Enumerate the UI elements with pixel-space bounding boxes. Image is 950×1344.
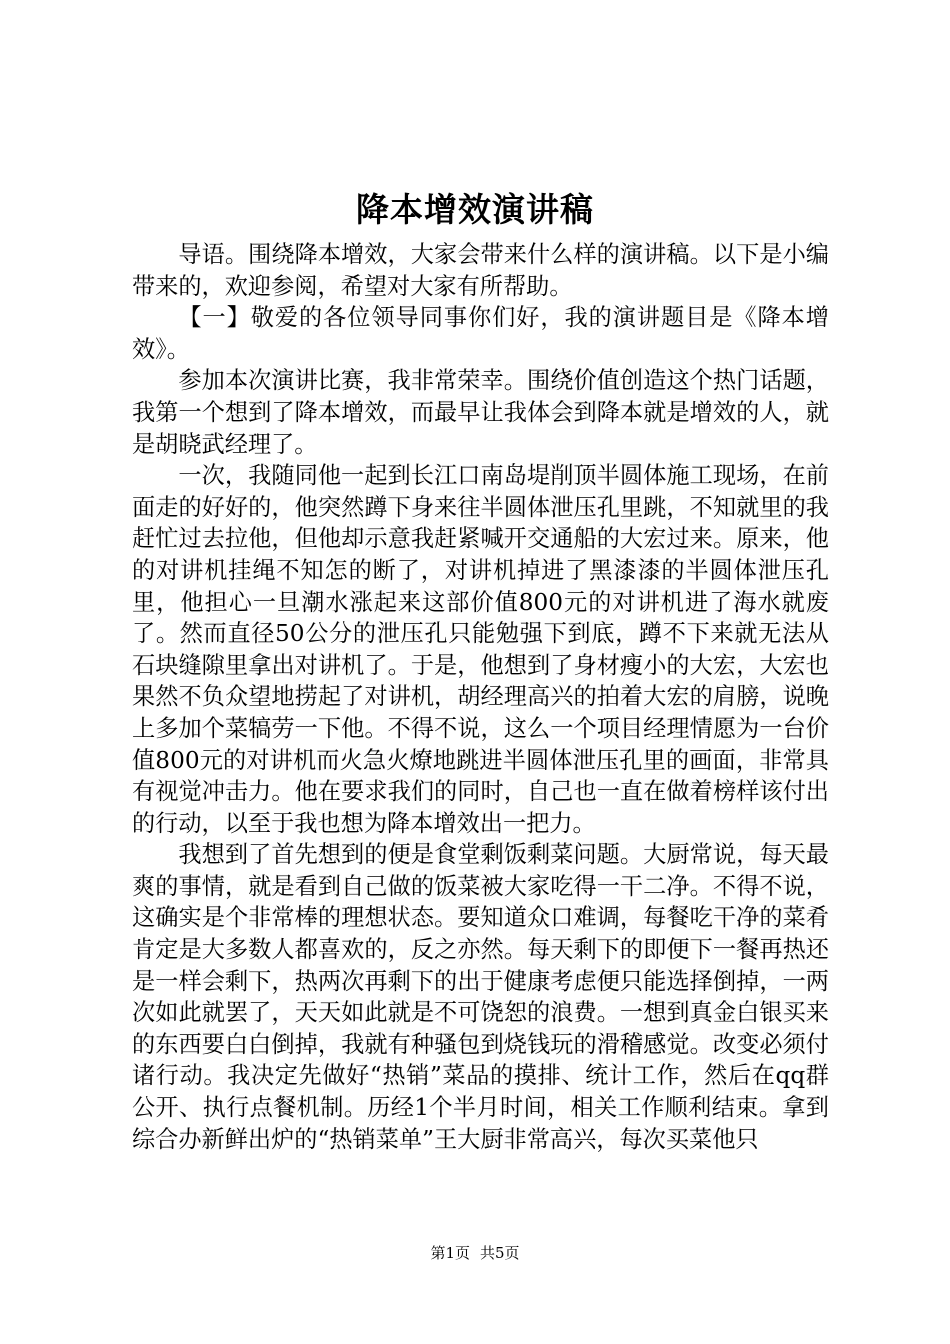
page-footer <box>0 1242 950 1264</box>
paragraph-greeting: 【一】敬爱的各位领导同事你们好，我的演讲题目是《降本增效》。 <box>132 304 829 363</box>
paragraph-opening: 参加本次演讲比赛，我非常荣幸。围绕价值创造这个热门话题，我第一个想到了降本增效，而最早让我体会到降本就是增效的人，就是胡晓武经理了。 <box>132 367 829 458</box>
document-body <box>132 239 829 1155</box>
document-title: 降本增效演讲稿 <box>356 190 594 229</box>
paragraph-intro: 导语。围绕降本增效，大家会带来什么样的演讲稿。以下是小编带来的，欢迎参阅，希望对大家有所帮助。 <box>132 241 829 300</box>
page-total: 共5页 <box>480 1244 520 1262</box>
page-number: 第1页 <box>430 1244 470 1262</box>
paragraph-canteen: 我想到了首先想到的便是食堂剩饭剩菜问题。大厨常说，每天最爽的事情，就是看到自己做的饭菜被大家吃得一干二净。不得不说，这确实是个非常棒的理想状态。要知道众口难调，每餐吃干净的菜肴肯定是大多数人都喜欢的，反之亦然。每天剩下的即便下一餐再热还是一样会剩下，热两次再剩下的出于健康考虑便只能选择倒掉，一两次如此就罢了，天天如此就是不可饶恕的浪费。一想到真金白银买来的东西要白白倒掉，我就有种骚包到烧钱玩的滑稽感觉。改变必须付诸行动。我决定先做好“热销”菜品的摸排、统计工作，然后在qq群公开、执行点餐机制。历经1个半月时间，相关工作顺利结束。拿到综合办新鲜出炉的“热销菜单”王大厨非常高兴，每次买菜他只 <box>132 841 829 1153</box>
paragraph-story: 一次，我随同他一起到长江口南岛堤削顶半圆体施工现场，在前面走的好好的，他突然蹲下身来往半圆体泄压孔里跳，不知就里的我赶忙过去拉他，但他却示意我赶紧喊开交通船的大宏过来。原来，他的对讲机挂绳不知怎的断了，对讲机掉进了黑漆漆的半圆体泄压孔里，他担心一旦潮水涨起来这部价值800元的对讲机进了海水就废了。然而直径50公分的泄压孔只能勉强下到底，蹲不下来就无法从石块缝隙里拿出对讲机了。于是，他想到了身材瘦小的大宏，大宏也果然不负众望地捞起了对讲机，胡经理高兴的拍着大宏的肩膀，说晚上多加个菜犒劳一下他。不得不说，这么一个项目经理情愿为一台价值800元的对讲机而火急火燎地跳进半圆体泄压孔里的画面，非常具有视觉冲击力。他在要求我们的同时，自己也一直在做着榜样该付出的行动，以至于我也想为降本增效出一把力。 <box>132 462 829 837</box>
